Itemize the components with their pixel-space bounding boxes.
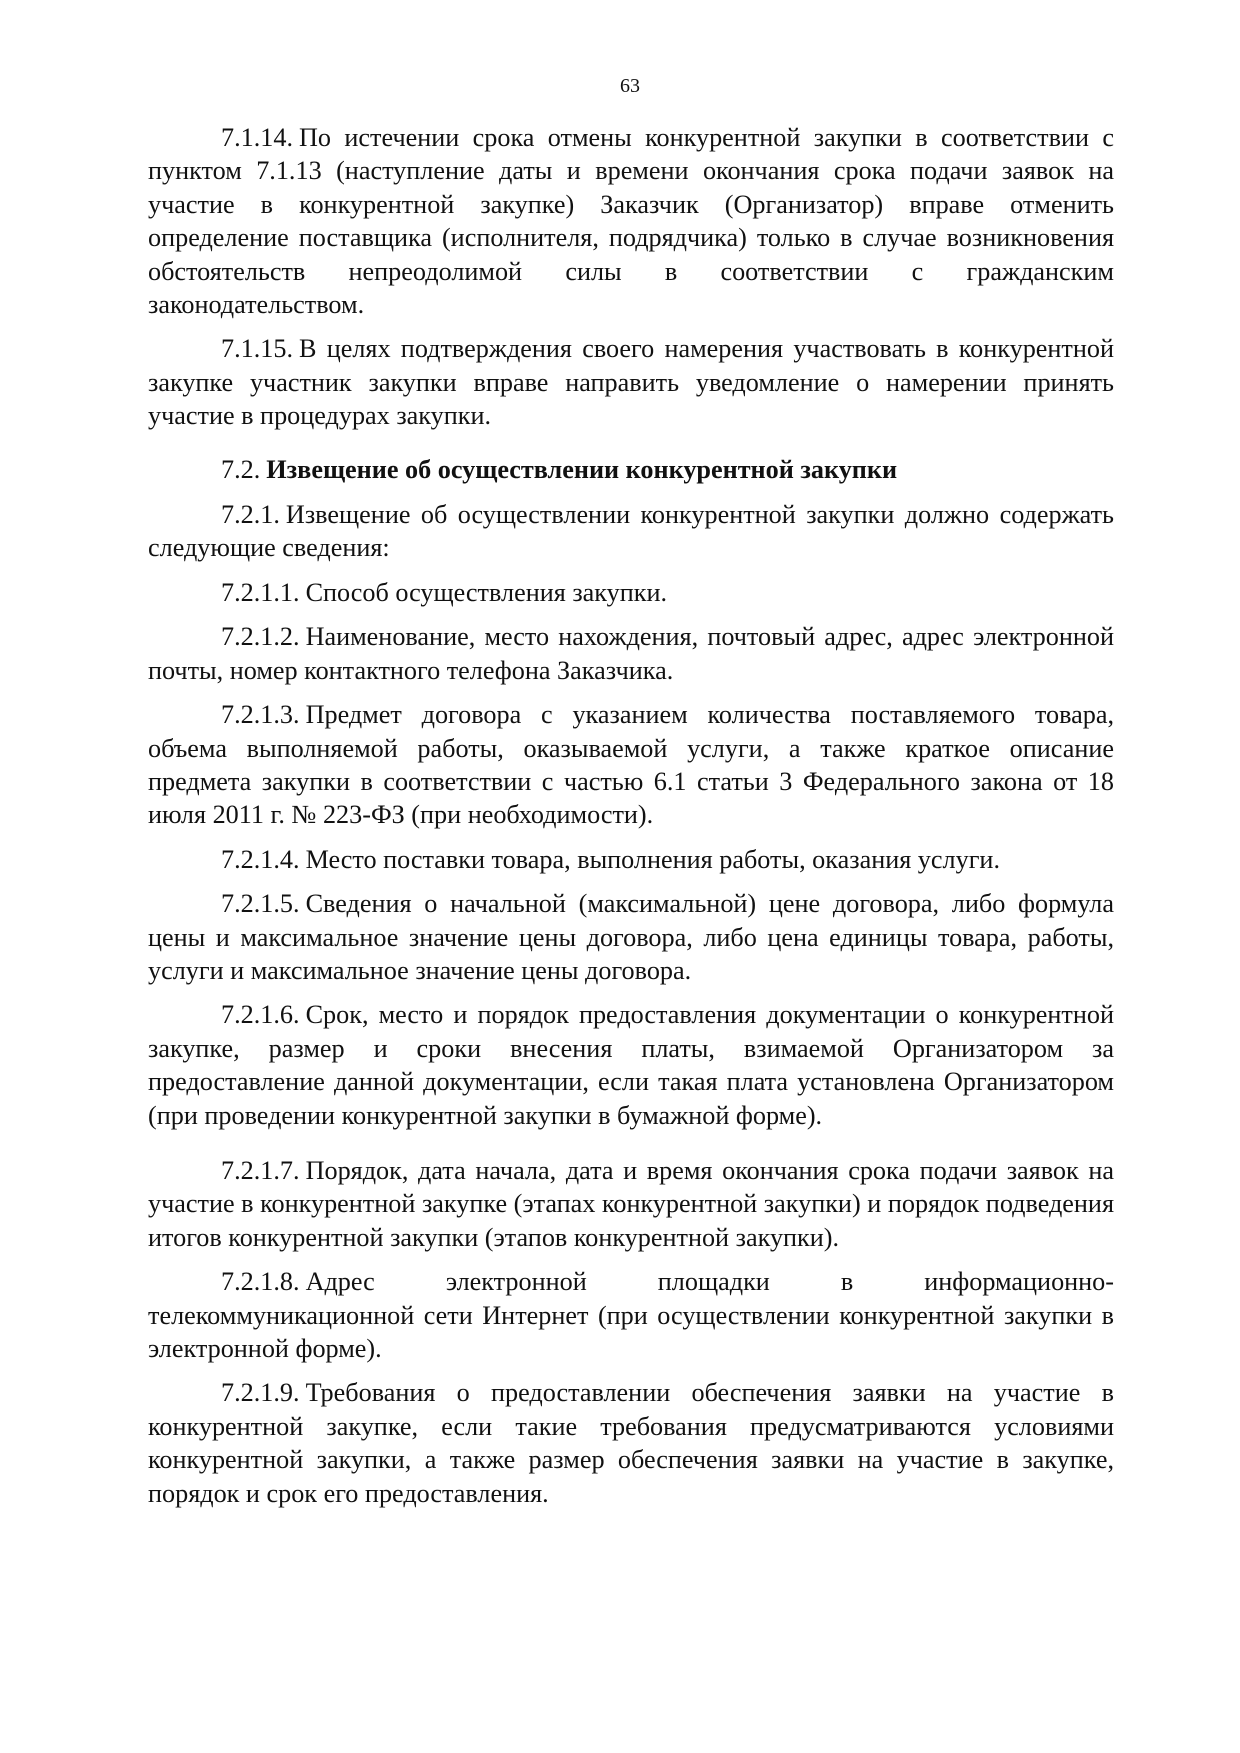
clause-number: 7.2.1.4. bbox=[221, 844, 300, 874]
clause-number: 7.1.14. bbox=[221, 123, 294, 152]
clause-text: В целях подтверждения своего намерения участвовать в конкурентной закупке участник закупки вправе направить уведомление о намерении принять участие в процедурах закупки. bbox=[148, 334, 1114, 431]
section-heading-7-2 bbox=[148, 453, 1114, 486]
document-body bbox=[148, 121, 1114, 1510]
clause-7-1-14 bbox=[148, 121, 1114, 321]
clause-text: Наименование, место нахождения, почтовый адрес, адрес электронной почты, номер контактного телефона Заказчика. bbox=[148, 622, 1114, 685]
clause-text: Предмет договора с указанием количества поставляемого товара, объема выполняемой работы, оказываемой услуги, а также краткое описание предмета закупки в соответствии с частью 6.1 статьи 3 Федерального закона от 18 июля 2011 г. № 223-ФЗ (при необходимости). bbox=[148, 700, 1114, 830]
section-number: 7.2. bbox=[221, 454, 261, 484]
clause-number: 7.2.1.8. bbox=[221, 1267, 300, 1297]
clause-number: 7.2.1.2. bbox=[221, 622, 300, 652]
clause-text: Порядок, дата начала, дата и время окончания срока подачи заявок на участие в конкурентной закупке (этапах конкурентной закупки) и порядок подведения итогов конкурентной закупки (этапов конкурентной закупки). bbox=[148, 1155, 1114, 1252]
clause-number: 7.2.1.6. bbox=[221, 1000, 300, 1030]
clause-text: Способ осуществления закупки. bbox=[305, 577, 668, 607]
clause-7-2-1-2 bbox=[148, 620, 1114, 687]
clause-number: 7.2.1.9. bbox=[221, 1378, 300, 1408]
clause-text: По истечении срока отмены конкурентной закупки в соответствии с пунктом 7.1.13 (наступление даты и времени окончания срока подачи заявок на участие в конкурентной закупке) Заказчик (Организатор) вправе отменить определение поставщика (исполнителя, подрядчика) только в случае возникновения обстоятельств непреодолимой силы в соответствии с гражданским законодательством. bbox=[148, 123, 1114, 320]
clause-7-2-1-6 bbox=[148, 998, 1114, 1132]
clause-7-2-1 bbox=[148, 498, 1114, 565]
clause-text: Извещение об осуществлении конкурентной закупки должно содержать следующие сведения: bbox=[148, 500, 1114, 563]
clause-number: 7.2.1.5. bbox=[221, 889, 300, 919]
section-title: Извещение об осуществлении конкурентной закупки bbox=[266, 454, 898, 484]
clause-number: 7.1.15. bbox=[221, 334, 294, 364]
page-number: 63 bbox=[620, 75, 640, 97]
clause-7-2-1-4 bbox=[148, 843, 1114, 876]
clause-text: Срок, место и порядок предоставления документации о конкурентной закупке, размер и сроки внесения платы, взимаемой Организатором за предоставление данной документации, если такая плата установлена Организатором (при проведении конкурентной закупки в бумажной форме). bbox=[148, 1000, 1114, 1130]
clause-7-2-1-8 bbox=[148, 1265, 1114, 1365]
clause-number: 7.2.1. bbox=[221, 500, 280, 530]
clause-text: Место поставки товара, выполнения работы, оказания услуги. bbox=[305, 844, 1000, 874]
clause-text: Адрес электронной площадки в информационно-телекоммуникационной сети Интернет (при осуществлении конкурентной закупки в электронной форме). bbox=[148, 1267, 1114, 1363]
clause-7-2-1-3 bbox=[148, 698, 1114, 832]
clause-7-2-1-5 bbox=[148, 887, 1114, 987]
clause-number: 7.2.1.3. bbox=[221, 700, 300, 730]
clause-7-1-15 bbox=[148, 332, 1114, 432]
clause-7-2-1-1 bbox=[148, 576, 1114, 609]
clause-number: 7.2.1.7. bbox=[221, 1155, 300, 1185]
clause-text: Требования о предоставлении обеспечения заявки на участие в конкурентной закупке, если такие требования предусматриваются условиями конкурентной закупки, а также размер обеспечения заявки на участие в закупке, порядок и срок его предоставления. bbox=[148, 1378, 1114, 1508]
clause-number: 7.2.1.1. bbox=[221, 577, 300, 607]
clause-7-2-1-9 bbox=[148, 1376, 1114, 1510]
clause-text: Сведения о начальной (максимальной) цене договора, либо формула цены и максимальное значение цены договора, либо цена единицы товара, работы, услуги и максимальное значение цены договора. bbox=[148, 889, 1114, 985]
clause-7-2-1-7 bbox=[148, 1154, 1114, 1254]
